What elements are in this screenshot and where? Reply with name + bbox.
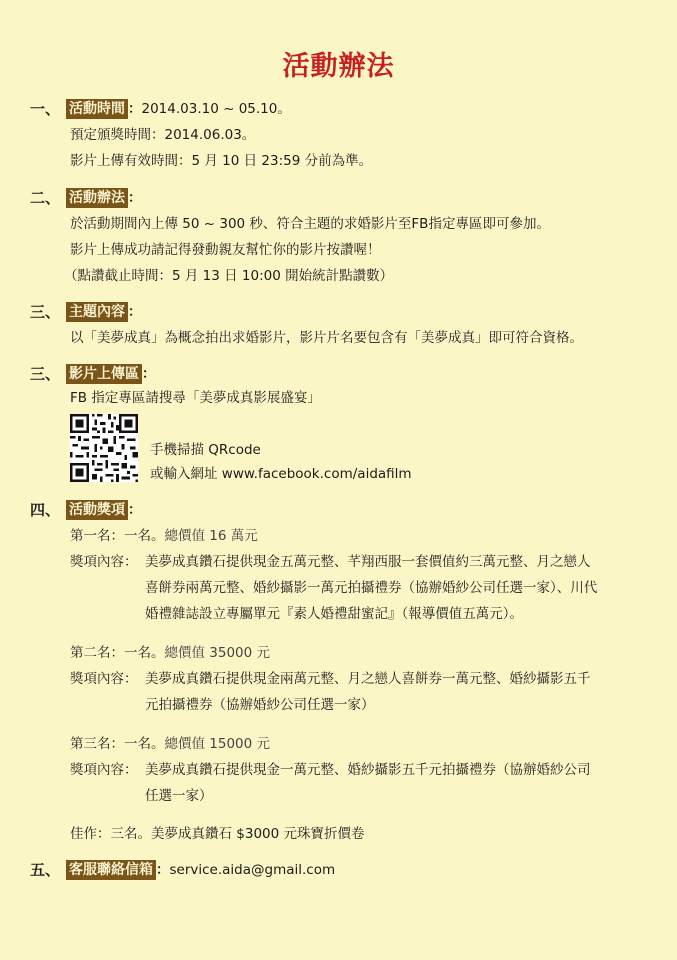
colon: ： <box>128 304 142 320</box>
award-date-line: 預定頒獎時間：2014.06.03。 <box>70 127 256 143</box>
prize-value: 總價值 35000 元 <box>164 645 271 661</box>
section-text: 2014.03.10 ~ 05.10。 <box>141 101 291 117</box>
prize-first-line-1: 美夢成真鑽石提供現金五萬元整、芊翔西服一套價值約三萬元整、月之戀人 <box>145 554 591 570</box>
prize-first-line-3: 婚禮雜誌設立專屬單元『素人婚禮甜蜜記』（報導價值五萬元）。 <box>145 606 523 622</box>
prize-third-line-2: 任選一家） <box>145 788 213 804</box>
section-tag: 客服聯絡信箱 <box>66 860 156 880</box>
section-heading-time <box>66 99 291 119</box>
colon: ： <box>128 101 142 117</box>
section-number: 四、 <box>30 501 61 519</box>
prize-label: 獎項內容： <box>70 554 138 570</box>
theme-line: 以「美夢成真」為概念拍出求婚影片，影片片名要包含有「美夢成真」即可符合資格。 <box>70 330 583 346</box>
colon: ： <box>128 502 142 518</box>
prize-label: 獎項內容： <box>70 762 138 778</box>
rules-line-2: 影片上傳成功請記得發動親友幫忙你的影片按讚喔！ <box>70 242 381 258</box>
rules-line-1: 於活動期間內上傳 50 ~ 300 秒、符合主題的求婚影片至FB指定專區即可參加。 <box>70 216 550 232</box>
prize-value: 總價值 15000 元 <box>164 736 271 752</box>
prize-value: 總價值 16 萬元 <box>164 528 258 544</box>
prize-third-heading <box>70 734 270 754</box>
section-number: 一、 <box>30 100 61 118</box>
section-heading-upload <box>66 364 156 384</box>
contact-email[interactable]: service.aida@gmail.com <box>169 862 336 878</box>
section-heading-rules <box>66 188 142 208</box>
prize-label: 獎項內容： <box>70 671 138 687</box>
rules-line-3: （點讚截止時間：5 月 13 日 10:00 開始統計點讚數） <box>64 268 394 284</box>
prize-first-heading <box>70 526 258 546</box>
fb-search-line: FB 指定專區請搜尋「美夢成真影展盛宴」 <box>70 390 321 406</box>
section-heading-contact <box>66 860 335 880</box>
section-tag: 影片上傳區 <box>66 364 142 384</box>
prize-rank: 第三名：一名。 <box>70 736 165 752</box>
prize-rank: 第二名：一名。 <box>70 645 165 661</box>
section-tag: 活動獎項 <box>66 500 128 520</box>
url-text[interactable]: 或輸入網址 www.facebook.com/aidafilm <box>150 466 412 482</box>
upload-deadline-line: 影片上傳有效時間：5 月 10 日 23:59 分前為準。 <box>70 153 373 169</box>
section-heading-theme <box>66 302 142 322</box>
page-title: 活動辦法 <box>282 51 395 82</box>
qr-code-icon[interactable] <box>70 414 138 482</box>
section-tag: 活動時間 <box>66 99 128 119</box>
qr-scan-text: 手機掃描 QRcode <box>150 442 261 458</box>
section-tag: 主題內容 <box>66 302 128 322</box>
section-tag: 活動辦法 <box>66 188 128 208</box>
prize-honorable-mention: 佳作：三名。美夢成真鑽石 $3000 元珠寶折價卷 <box>70 826 365 842</box>
prize-third-line-1: 美夢成真鑽石提供現金一萬元整、婚紗攝影五千元拍攝禮券（協辦婚紗公司 <box>145 762 591 778</box>
prize-rank: 第一名：一名。 <box>70 528 165 544</box>
section-number: 二、 <box>30 189 61 207</box>
section-number: 三、 <box>30 303 61 321</box>
colon: ： <box>156 862 170 878</box>
colon: ： <box>128 190 142 206</box>
prize-second-line-1: 美夢成真鑽石提供現金兩萬元整、月之戀人喜餅券一萬元整、婚紗攝影五千 <box>145 671 591 687</box>
section-number: 三、 <box>30 365 61 383</box>
prize-second-heading <box>70 643 270 663</box>
colon: ： <box>142 366 156 382</box>
prize-second-line-2: 元拍攝禮券（協辦婚紗公司任選一家） <box>145 697 375 713</box>
section-number: 五、 <box>30 861 61 879</box>
section-heading-prizes <box>66 500 142 520</box>
prize-first-line-2: 喜餅券兩萬元整、婚紗攝影一萬元拍攝禮券（協辦婚紗公司任選一家）、川代 <box>145 580 598 596</box>
